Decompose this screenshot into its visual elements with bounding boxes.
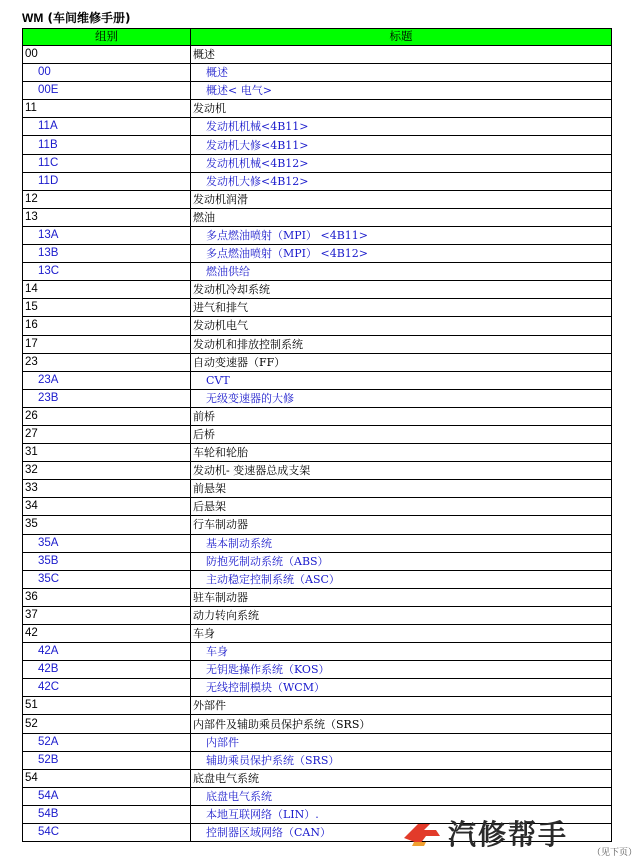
group-code: 15	[23, 299, 191, 317]
table-row	[23, 425, 612, 443]
section-title: 驻车制动器	[191, 588, 612, 606]
table-row	[23, 588, 612, 606]
table-row	[23, 769, 612, 787]
section-title[interactable]: 发动机机械<4B12>	[191, 154, 612, 172]
table-row	[23, 353, 612, 371]
table-body	[23, 46, 612, 842]
section-title: 前悬架	[191, 480, 612, 498]
contents-table	[22, 28, 612, 842]
group-code: 52B	[23, 751, 191, 769]
section-title: 行车制动器	[191, 516, 612, 534]
table-row	[23, 480, 612, 498]
document-title-suffix: (车间维修手册)	[43, 11, 131, 25]
table-row	[23, 245, 612, 263]
table-row	[23, 172, 612, 190]
section-title: 车身	[191, 625, 612, 643]
table-row	[23, 154, 612, 172]
section-title[interactable]: 内部件	[191, 733, 612, 751]
table-row	[23, 190, 612, 208]
table-row	[23, 263, 612, 281]
section-title: 发动机润滑	[191, 190, 612, 208]
table-row	[23, 226, 612, 244]
table-row	[23, 208, 612, 226]
group-code: 31	[23, 444, 191, 462]
table-row	[23, 715, 612, 733]
group-code: 32	[23, 462, 191, 480]
table-row	[23, 281, 612, 299]
section-title: 前桥	[191, 407, 612, 425]
group-code: 12	[23, 190, 191, 208]
group-code: 37	[23, 606, 191, 624]
section-title: 动力转向系统	[191, 606, 612, 624]
table-header-row	[23, 29, 612, 46]
group-code: 42C	[23, 679, 191, 697]
group-code: 11A	[23, 118, 191, 136]
table-row	[23, 661, 612, 679]
group-code: 23B	[23, 389, 191, 407]
table-row	[23, 643, 612, 661]
group-code: 35C	[23, 570, 191, 588]
section-title[interactable]: 车身	[191, 643, 612, 661]
table-row	[23, 733, 612, 751]
section-title[interactable]: 辅助乘员保护系统（SRS）	[191, 751, 612, 769]
section-title: 自动变速器（FF）	[191, 353, 612, 371]
section-title: 发动机和排放控制系统	[191, 335, 612, 353]
group-code: 34	[23, 498, 191, 516]
group-code: 33	[23, 480, 191, 498]
group-code: 42A	[23, 643, 191, 661]
table-row	[23, 299, 612, 317]
section-title: 车轮和轮胎	[191, 444, 612, 462]
section-title[interactable]: 燃油供给	[191, 263, 612, 281]
group-code: 52A	[23, 733, 191, 751]
section-title[interactable]: 概述	[191, 64, 612, 82]
group-code: 52	[23, 715, 191, 733]
table-row	[23, 64, 612, 82]
group-code: 23A	[23, 371, 191, 389]
table-row	[23, 335, 612, 353]
table-row	[23, 498, 612, 516]
table-row	[23, 389, 612, 407]
table-row	[23, 136, 612, 154]
table-row	[23, 118, 612, 136]
section-title[interactable]: 无钥匙操作系统（KOS）	[191, 661, 612, 679]
section-title: 发动机	[191, 100, 612, 118]
group-code: 35	[23, 516, 191, 534]
table-row	[23, 516, 612, 534]
table-row	[23, 625, 612, 643]
table-row	[23, 371, 612, 389]
section-title: 外部件	[191, 697, 612, 715]
table-row	[23, 787, 612, 805]
table-row	[23, 46, 612, 64]
section-title[interactable]: 无线控制模块（WCM）	[191, 679, 612, 697]
group-code: 54B	[23, 805, 191, 823]
group-code: 16	[23, 317, 191, 335]
group-code: 13	[23, 208, 191, 226]
section-title[interactable]: 无级变速器的大修	[191, 389, 612, 407]
document-title	[22, 9, 130, 26]
section-title[interactable]: 概述< 电气>	[191, 82, 612, 100]
group-code: 11D	[23, 172, 191, 190]
next-page-note: （见下页）	[592, 848, 638, 858]
header-group: 组别	[23, 29, 191, 46]
watermark-text: 汽修帮手	[448, 818, 569, 851]
table-row	[23, 751, 612, 769]
section-title[interactable]: 多点燃油喷射（MPI） <4B12>	[191, 245, 612, 263]
section-title: 进气和排气	[191, 299, 612, 317]
table-row	[23, 100, 612, 118]
section-title: 发动机电气	[191, 317, 612, 335]
group-code: 42	[23, 625, 191, 643]
table-row	[23, 679, 612, 697]
group-code: 23	[23, 353, 191, 371]
section-title[interactable]: CVT	[191, 371, 612, 389]
table-row	[23, 534, 612, 552]
section-title[interactable]: 发动机机械<4B11>	[191, 118, 612, 136]
group-code: 00	[23, 46, 191, 64]
section-title: 后悬架	[191, 498, 612, 516]
section-title[interactable]: 多点燃油喷射（MPI） <4B11>	[191, 226, 612, 244]
section-title[interactable]: 防抱死制动系统（ABS）	[191, 552, 612, 570]
section-title: 后桥	[191, 425, 612, 443]
table-row	[23, 570, 612, 588]
table-row	[23, 552, 612, 570]
section-title[interactable]: 主动稳定控制系统（ASC）	[191, 570, 612, 588]
group-code: 11B	[23, 136, 191, 154]
section-title[interactable]: 本地互联网络（LIN）.	[191, 805, 612, 823]
group-code: 35A	[23, 534, 191, 552]
group-code: 17	[23, 335, 191, 353]
table-row	[23, 82, 612, 100]
table-row	[23, 697, 612, 715]
section-title[interactable]: 基本制动系统	[191, 534, 612, 552]
table-row	[23, 317, 612, 335]
group-code: 11C	[23, 154, 191, 172]
group-code: 11	[23, 100, 191, 118]
table-row	[23, 462, 612, 480]
section-title[interactable]: 发动机大修<4B12>	[191, 172, 612, 190]
group-code: 00	[23, 64, 191, 82]
section-title: 底盘电气系统	[191, 769, 612, 787]
wrench-logo-icon	[400, 816, 444, 850]
group-code: 14	[23, 281, 191, 299]
group-code: 36	[23, 588, 191, 606]
section-title[interactable]: 控制器区域网络（CAN）	[191, 824, 612, 842]
group-code: 26	[23, 407, 191, 425]
group-code: 27	[23, 425, 191, 443]
group-code: 00E	[23, 82, 191, 100]
group-code: 13C	[23, 263, 191, 281]
table-row	[23, 606, 612, 624]
group-code: 54A	[23, 787, 191, 805]
section-title[interactable]: 发动机大修<4B11>	[191, 136, 612, 154]
group-code: 51	[23, 697, 191, 715]
document-title-prefix: WM	[22, 11, 44, 25]
group-code: 13A	[23, 226, 191, 244]
table-row	[23, 407, 612, 425]
section-title: 发动机- 变速器总成支架	[191, 462, 612, 480]
group-code: 54C	[23, 824, 191, 842]
header-title: 标题	[191, 29, 612, 46]
group-code: 54	[23, 769, 191, 787]
section-title: 内部件及辅助乘员保护系统（SRS）	[191, 715, 612, 733]
group-code: 35B	[23, 552, 191, 570]
section-title: 燃油	[191, 208, 612, 226]
group-code: 13B	[23, 245, 191, 263]
table-row	[23, 444, 612, 462]
section-title[interactable]: 底盘电气系统	[191, 787, 612, 805]
section-title: 发动机冷却系统	[191, 281, 612, 299]
group-code: 42B	[23, 661, 191, 679]
section-title: 概述	[191, 46, 612, 64]
